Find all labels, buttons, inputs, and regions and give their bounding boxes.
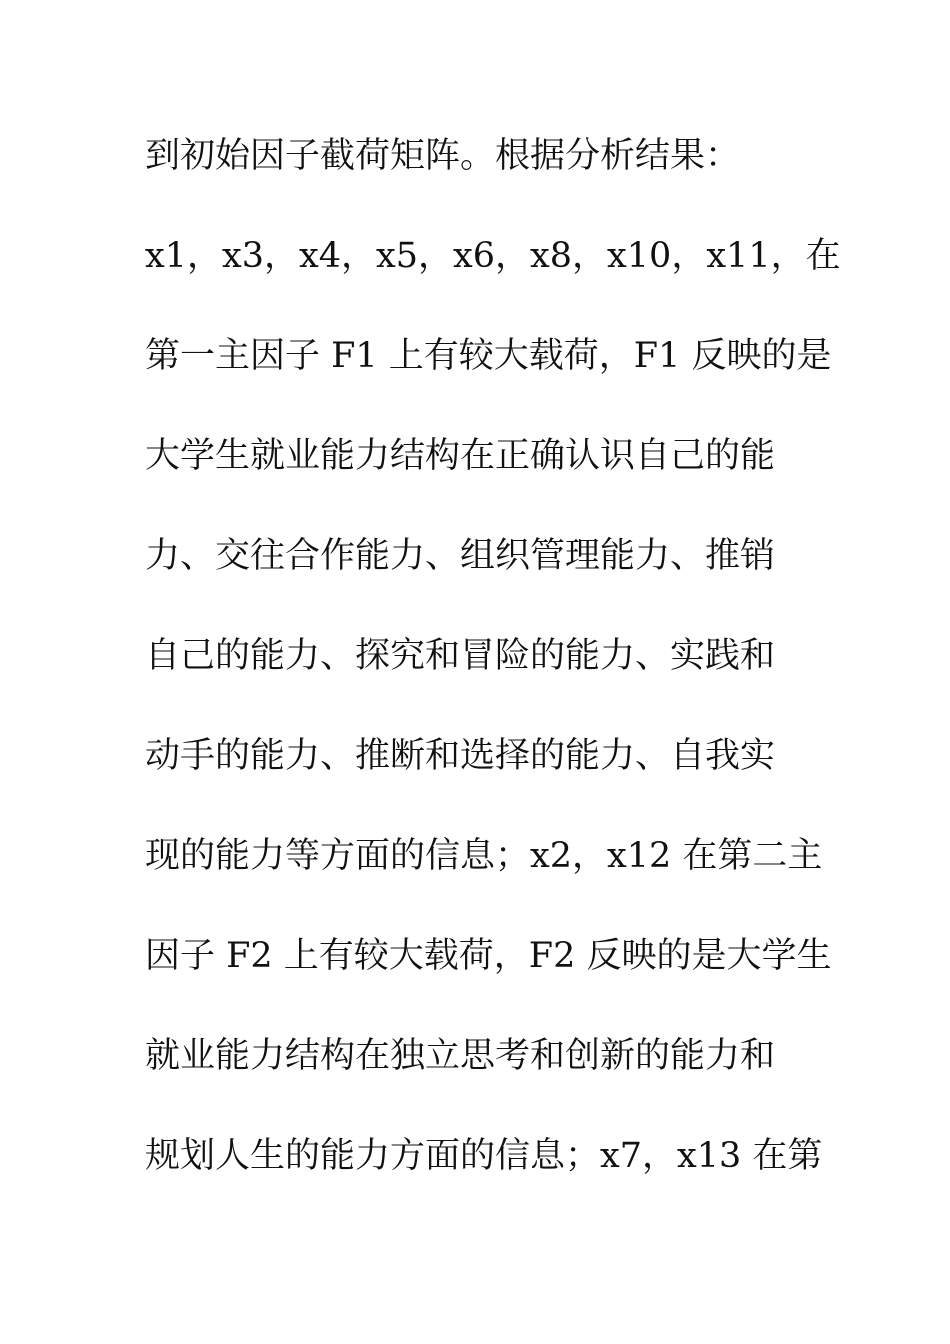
text-line-2: x1，x3，x4，x5，x6，x8，x10，x11，在 [145,236,841,276]
text-line-3: 第一主因子 F1 上有较大载荷，F1 反映的是 [145,336,832,376]
text-line-10: 就业能力结构在独立思考和创新的能力和 [145,1036,776,1076]
text-line-8: 现的能力等方面的信息；x2，x12 在第二主 [145,836,823,876]
text-line-6: 自己的能力、探究和冒险的能力、实践和 [145,636,776,676]
text-line-5: 力、交往合作能力、组织管理能力、推销 [145,536,776,576]
text-line-9: 因子 F2 上有较大载荷，F2 反映的是大学生 [145,936,832,976]
text-line-1: 到初始因子截荷矩阵。根据分析结果： [145,136,741,176]
text-line-4: 大学生就业能力结构在正确认识自己的能 [145,436,776,476]
text-line-7: 动手的能力、推断和选择的能力、自我实 [145,736,776,776]
text-line-11: 规划人生的能力方面的信息；x7，x13 在第 [145,1136,823,1176]
body-text [145,120,841,1220]
